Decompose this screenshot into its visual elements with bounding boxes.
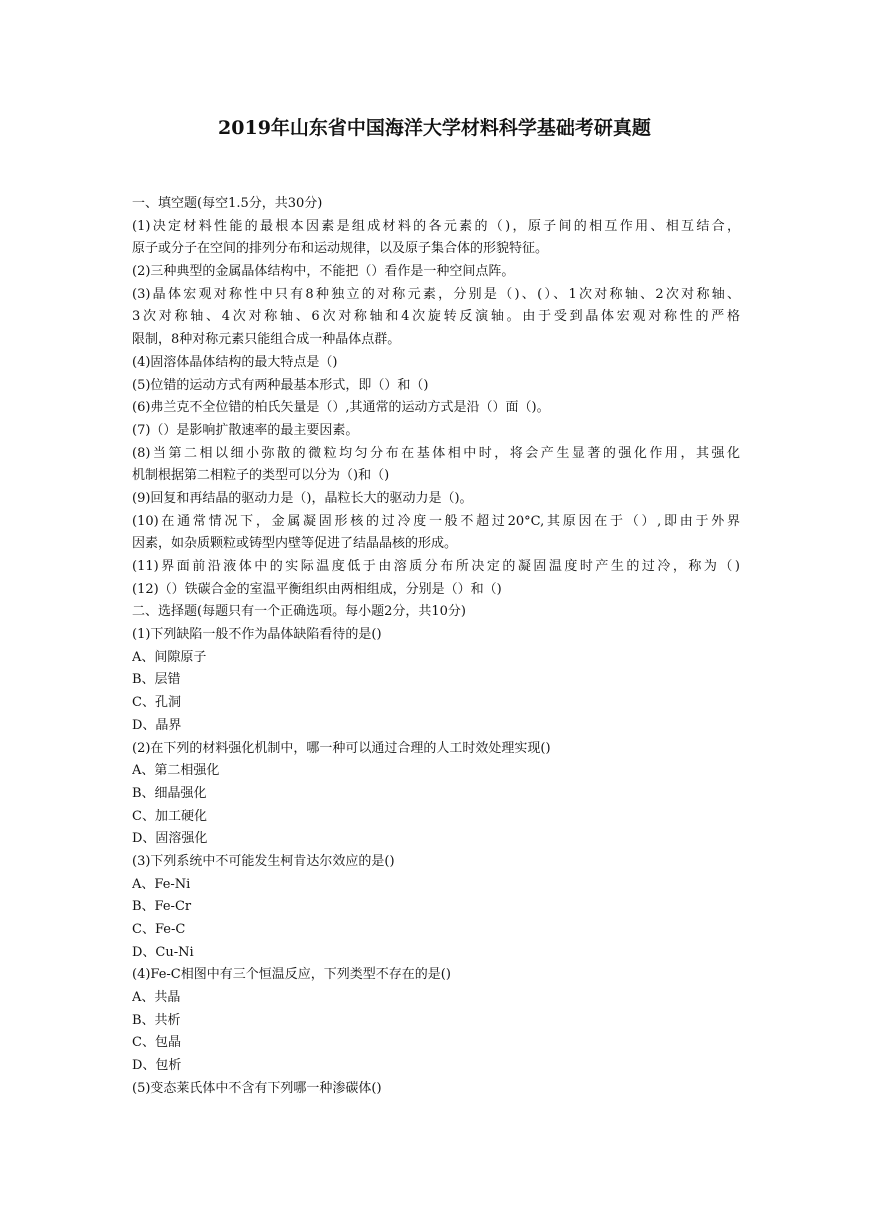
paragraph-line: 限制，8种对称元素只能组合成一种晶体点群。 [132,332,401,348]
paragraph-line: (8)当第二相以细小弥散的微粒均匀分布在基体相中时，将会产生显著的强化作用，其强化 [132,445,740,461]
paragraph-line: (7)（）是影响扩散速率的最主要因素。 [132,422,359,438]
question-line: (5)变态莱氏体中不含有下列哪一种渗碳体() [132,1080,382,1096]
paragraph-line: (2)三种典型的金属晶体结构中，不能把（）看作是一种空间点阵。 [132,264,515,280]
option-line: A、间隙原子 [132,649,207,665]
paragraph-line: (10)在通常情况下，金属凝固形核的过冷度一般不超过20°C,其原因在于（）,即由于外界 [132,513,740,529]
section-heading: 一、填空题(每空1.5分，共30分) [132,196,323,211]
paragraph-line: 原子或分子在空间的排列分布和运动规律，以及原子集合体的形貌特征。 [132,241,549,257]
paragraph-line: 因素，如杂质颗粒或铸型内壁等促进了结晶晶核的形成。 [132,536,458,552]
paragraph-line: (5)位错的运动方式有两种最基本形式，即（）和（) [132,377,429,393]
option-line: A、Fe-Ni [132,876,191,892]
document-body [132,193,740,1101]
option-line: D、晶界 [132,717,182,733]
section-heading: 二、选择题(每题只有一个正确选项。每小题2分，共10分) [132,604,466,620]
question-line: (1)下列缺陷一般不作为晶体缺陷看待的是() [132,627,382,643]
option-line: D、固溶强化 [132,831,208,847]
option-line: C、加工硬化 [132,808,207,824]
option-line: A、第二相强化 [132,763,220,779]
option-line: C、孔洞 [132,695,181,711]
paragraph-line: 机制根据第二相粒子的类型可以分为（)和（) [132,468,390,484]
paragraph-line: (12)（）铁碳合金的室温平衡组织由两相组成，分别是（）和（) [132,581,502,597]
option-line: B、Fe-Cr [132,899,192,915]
option-line: C、包晶 [132,1035,181,1051]
option-line: A、共晶 [132,990,181,1006]
option-line: C、Fe-C [132,922,186,937]
option-line: B、层错 [132,672,181,688]
question-line: (2)在下列的材料强化机制中，哪一种可以通过合理的人工时效处理实现() [132,740,551,756]
paragraph-line: (3)晶体宏观对称性中只有8种独立的对称元素，分别是（)、(）、1次对称轴、2次对称轴、 [132,286,740,302]
option-line: D、Cu-Ni [132,944,194,960]
option-line: D、包析 [132,1058,182,1074]
page-title: 2019年山东省中国海洋大学材料科学基础考研真题 [218,117,651,139]
option-line: B、共析 [132,1012,181,1028]
paragraph-line: 3次对称轴、4次对称轴、6次对称轴和4次旋转反演轴。由于受到晶体宏观对称性的严格 [132,309,740,325]
paragraph-line: (1)决定材料性能的最根本因素是组成材料的各元素的（)，原子间的相互作用、相互结合， [132,218,740,234]
paragraph-line: (11)界面前沿液体中的实际温度低于由溶质分布所决定的凝固温度时产生的过冷，称为（) [132,559,740,574]
paragraph-line: (6)弗兰克不全位错的柏氏矢量是（）,其通常的运动方式是沿（）面（)。 [132,400,550,416]
paragraph-line: (4)固溶体晶体结构的最大特点是（) [132,354,338,370]
paragraph-line: (9)回复和再结晶的驱动力是（)，晶粒长大的驱动力是（)。 [132,490,473,506]
question-line: (3)下列系统中不可能发生柯肯达尔效应的是() [132,853,395,869]
question-line: (4)Fe-C相图中有三个恒温反应，下列类型不存在的是() [132,967,451,983]
option-line: B、细晶强化 [132,785,207,801]
